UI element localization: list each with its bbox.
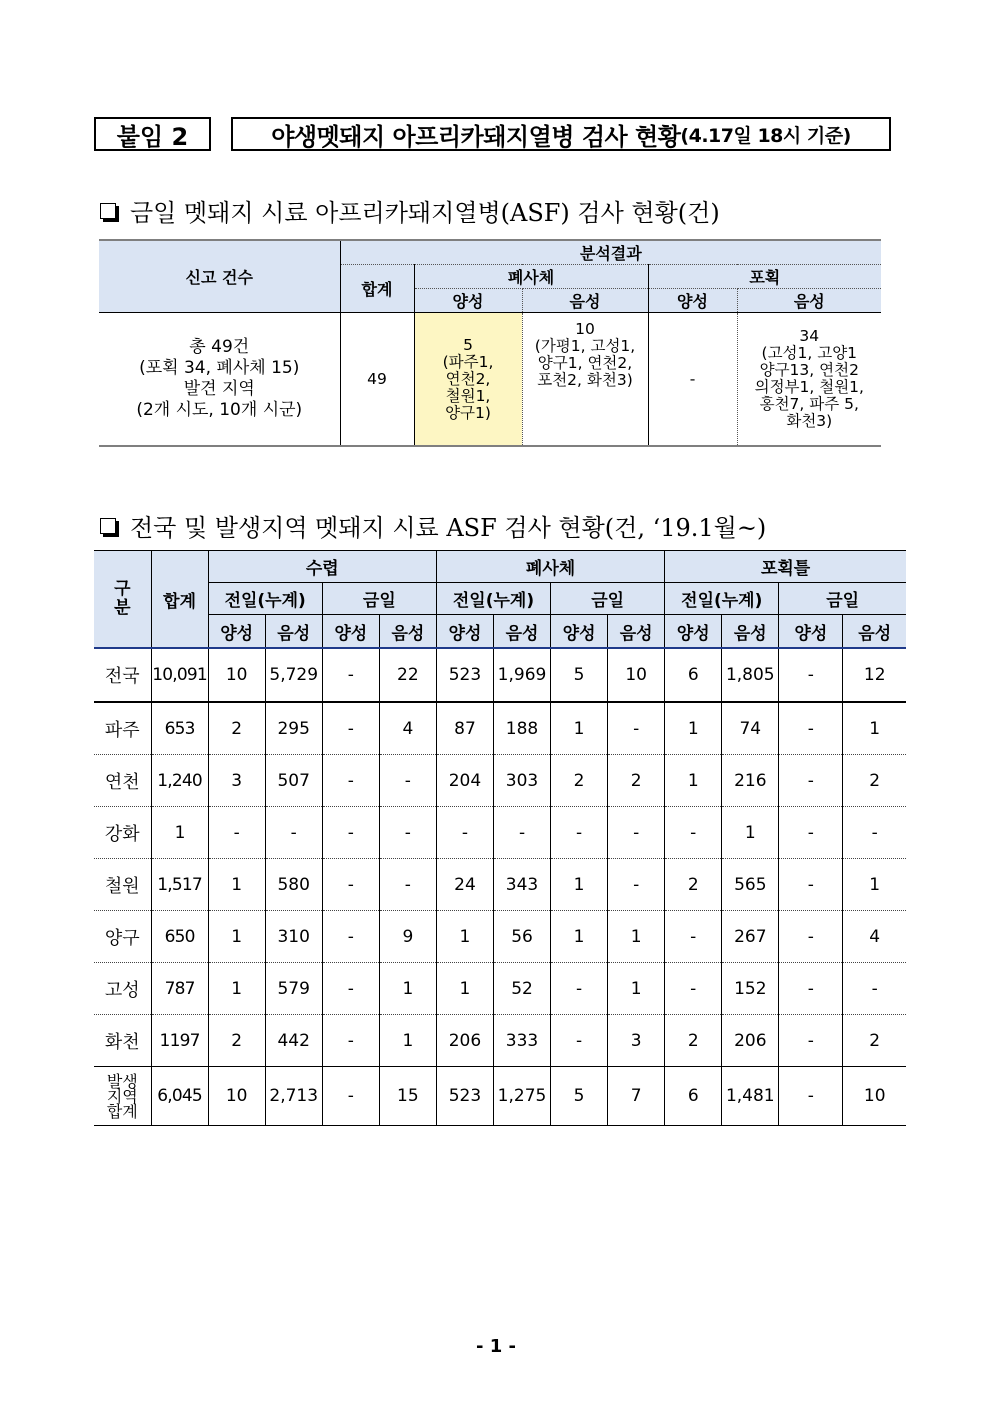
value-cell: 2 (665, 859, 722, 911)
cell-line: 홍천7, 파주 5, (759, 395, 859, 413)
header-carcass-today: 금일 (551, 583, 665, 615)
value-cell: 2,713 (265, 1067, 322, 1126)
value-cell: 5 (551, 648, 608, 702)
value-cell: - (551, 963, 608, 1015)
section2-heading: 전국 및 발생지역 멧돼지 시료 ASF 검사 현황(건, ‘19.1월~) (130, 514, 767, 542)
cell-line: 화천3) (786, 412, 833, 430)
value-cell: 1 (665, 755, 722, 807)
header-carcass-positive: 양성 (414, 289, 522, 313)
value-cell: 2 (608, 755, 665, 807)
value-cell: - (379, 859, 436, 911)
today-test-table (99, 239, 881, 447)
header-capture: 포획 (648, 265, 881, 289)
report-line: (포획 34, 폐사체 15) (139, 358, 300, 378)
value-cell: 1 (843, 859, 906, 911)
section1-heading-row (100, 193, 720, 228)
value-cell: 1 (436, 911, 493, 963)
table-row (94, 807, 906, 859)
header-negative: 음성 (722, 615, 779, 649)
header-positive: 양성 (779, 615, 843, 649)
cell-line: (고성1, 고양1 (761, 344, 858, 362)
header-carcass: 폐사체 (414, 265, 648, 289)
value-cell: - (322, 859, 379, 911)
value-cell: - (608, 807, 665, 859)
table-row (94, 1067, 906, 1126)
cell-line: 포천2, 화천3) (537, 371, 633, 389)
value-cell: - (665, 963, 722, 1015)
checkbox-icon (100, 203, 116, 219)
report-line: (2개 시도, 10개 시군) (136, 400, 303, 420)
header-positive: 양성 (322, 615, 379, 649)
value-cell: - (322, 1067, 379, 1126)
value-cell: 22 (379, 648, 436, 702)
header-report-count: 신고 건수 (99, 240, 340, 313)
value-cell: 216 (722, 755, 779, 807)
value-cell: 4 (379, 702, 436, 755)
value-cell: 1 (208, 911, 265, 963)
value-cell: 2 (551, 755, 608, 807)
cell-line: 10 (575, 320, 595, 338)
cell-line: 34 (799, 327, 820, 345)
region-cell: 강화 (94, 807, 151, 859)
value-cell: - (779, 911, 843, 963)
value-cell: - (322, 755, 379, 807)
value-cell: - (665, 807, 722, 859)
cell-line: (파주1, (442, 352, 494, 371)
value-cell: 2 (843, 755, 906, 807)
cell-line: (가평1, 고성1, (534, 337, 636, 355)
value-cell: 1 (665, 702, 722, 755)
value-cell: 579 (265, 963, 322, 1015)
value-cell: - (608, 859, 665, 911)
cell-line: 발생 (106, 1071, 138, 1091)
value-cell: 267 (722, 911, 779, 963)
cell-line: 철원1, (445, 386, 491, 405)
value-cell: 5 (551, 1067, 608, 1126)
value-cell: - (493, 807, 550, 859)
value-cell: 1 (551, 911, 608, 963)
header-capture-trap: 포획틀 (665, 551, 906, 583)
value-cell: 6 (665, 648, 722, 702)
header-hunting-today: 금일 (322, 583, 436, 615)
header-positive: 양성 (665, 615, 722, 649)
value-cell: - (843, 963, 906, 1015)
value-cell: 9 (379, 911, 436, 963)
value-cell: - (665, 911, 722, 963)
value-cell: - (322, 1015, 379, 1067)
cell-line: 5 (463, 335, 473, 354)
value-cell: 206 (436, 1015, 493, 1067)
value-cell: - (322, 807, 379, 859)
header-capture-negative: 음성 (737, 289, 881, 313)
value-cell: 4 (843, 911, 906, 963)
header-analysis-result: 분석결과 (340, 240, 881, 265)
total-value-cell: 650 (151, 911, 208, 963)
region-cell: 화천 (94, 1015, 151, 1067)
value-cell: 10 (208, 1067, 265, 1126)
header-total: 합계 (151, 551, 208, 649)
value-cell: - (779, 859, 843, 911)
value-cell: 6 (665, 1067, 722, 1126)
total-value-cell: 6,045 (151, 1067, 208, 1126)
value-cell: 3 (608, 1015, 665, 1067)
header-carcass: 폐사체 (436, 551, 664, 583)
value-cell: - (265, 807, 322, 859)
total-value-cell: 10,091 (151, 648, 208, 702)
value-cell: - (779, 1015, 843, 1067)
value-cell: 12 (843, 648, 906, 702)
value-cell: 1 (208, 859, 265, 911)
table-row (94, 859, 906, 911)
cell-line: 양구1) (445, 403, 491, 422)
cell-line: 양구1, 연천2, (537, 354, 633, 372)
value-cell: - (779, 755, 843, 807)
value-cell: 1,275 (493, 1067, 550, 1126)
table-row (94, 702, 906, 755)
header-carcass-prev: 전일(누계) (436, 583, 550, 615)
value-cell: 87 (436, 702, 493, 755)
value-cell: - (322, 963, 379, 1015)
header-positive: 양성 (551, 615, 608, 649)
value-cell: - (608, 702, 665, 755)
value-cell: 1,969 (493, 648, 550, 702)
cell-line: 구 (114, 579, 131, 599)
capture-negative-cell (737, 313, 881, 447)
header-trap-today: 금일 (779, 583, 906, 615)
value-cell: 343 (493, 859, 550, 911)
page-number: - 1 - (476, 1336, 516, 1357)
national-test-table (94, 550, 906, 1126)
value-cell: 3 (208, 755, 265, 807)
value-cell: 56 (493, 911, 550, 963)
value-cell: - (322, 911, 379, 963)
region-cell: 양구 (94, 911, 151, 963)
value-cell: 24 (436, 859, 493, 911)
checkbox-icon (100, 518, 116, 534)
value-cell: 580 (265, 859, 322, 911)
header-category (94, 551, 151, 649)
value-cell: 1 (551, 702, 608, 755)
total-value-cell: 1 (151, 807, 208, 859)
value-cell: 2 (208, 702, 265, 755)
value-cell: - (379, 755, 436, 807)
value-cell: - (322, 648, 379, 702)
report-line: 발견 지역 (183, 379, 255, 399)
cell-line: 합계 (106, 1101, 138, 1121)
header-trap-prev: 전일(누계) (665, 583, 779, 615)
national-test-table-body (94, 648, 906, 1126)
value-cell: - (436, 807, 493, 859)
total-value-cell: 787 (151, 963, 208, 1015)
header-positive: 양성 (208, 615, 265, 649)
header-negative: 음성 (843, 615, 906, 649)
region-cell: 파주 (94, 702, 151, 755)
total-value-cell: 1,517 (151, 859, 208, 911)
cell-line: 연천2, (445, 369, 491, 388)
cell-line: 분 (114, 598, 131, 618)
value-cell: - (551, 807, 608, 859)
report-summary-cell (99, 313, 340, 447)
value-cell: 442 (265, 1015, 322, 1067)
header-negative: 음성 (608, 615, 665, 649)
value-cell: - (379, 807, 436, 859)
value-cell: 15 (379, 1067, 436, 1126)
value-cell: 206 (722, 1015, 779, 1067)
capture-positive-cell: - (648, 313, 737, 447)
header-positive: 양성 (436, 615, 493, 649)
report-line: 총 49건 (189, 337, 250, 357)
value-cell: 188 (493, 702, 550, 755)
region-cell: 전국 (94, 648, 151, 702)
document-title-box (231, 117, 891, 151)
table-row (94, 1015, 906, 1067)
value-cell: 1 (608, 911, 665, 963)
value-cell: 1,481 (722, 1067, 779, 1126)
section2-heading-row (100, 508, 766, 543)
total-value-cell: 1,240 (151, 755, 208, 807)
value-cell: - (779, 807, 843, 859)
section1-heading: 금일 멧돼지 시료 아프리카돼지열병(ASF) 검사 현황(건) (130, 199, 720, 227)
table-row (94, 963, 906, 1015)
header-negative: 음성 (379, 615, 436, 649)
value-cell: - (322, 702, 379, 755)
value-cell: 1 (608, 963, 665, 1015)
value-cell: 7 (608, 1067, 665, 1126)
value-cell: 1 (551, 859, 608, 911)
region-cell (94, 1067, 151, 1126)
value-cell: 310 (265, 911, 322, 963)
total-value-cell: 1197 (151, 1015, 208, 1067)
value-cell: 523 (436, 648, 493, 702)
value-cell: 1,805 (722, 648, 779, 702)
value-cell: 333 (493, 1015, 550, 1067)
value-cell: 10 (208, 648, 265, 702)
header-negative: 음성 (265, 615, 322, 649)
value-cell: - (779, 648, 843, 702)
header-hunting-prev: 전일(누계) (208, 583, 322, 615)
value-cell: 2 (665, 1015, 722, 1067)
value-cell: 52 (493, 963, 550, 1015)
value-cell: 303 (493, 755, 550, 807)
value-cell: 10 (608, 648, 665, 702)
total-cell: 49 (340, 313, 414, 447)
value-cell: 2 (843, 1015, 906, 1067)
value-cell: 2 (208, 1015, 265, 1067)
value-cell: 565 (722, 859, 779, 911)
region-cell: 연천 (94, 755, 151, 807)
attachment-label-box (94, 117, 211, 151)
document-title: 야생멧돼지 아프리카돼지열병 검사 현황 (271, 122, 681, 151)
value-cell: 1 (722, 807, 779, 859)
value-cell: 204 (436, 755, 493, 807)
value-cell: 507 (265, 755, 322, 807)
value-cell: 523 (436, 1067, 493, 1126)
carcass-positive-cell (414, 313, 522, 447)
header-total: 합계 (340, 265, 414, 313)
attachment-label: 붙임 2 (116, 122, 189, 151)
value-cell: 1 (208, 963, 265, 1015)
value-cell: 5,729 (265, 648, 322, 702)
value-cell: 74 (722, 702, 779, 755)
value-cell: 10 (843, 1067, 906, 1126)
value-cell: 295 (265, 702, 322, 755)
value-cell: 1 (379, 963, 436, 1015)
cell-line: 의정부1, 철원1, (754, 378, 864, 396)
header-carcass-negative: 음성 (522, 289, 648, 313)
value-cell: - (779, 963, 843, 1015)
value-cell: - (208, 807, 265, 859)
value-cell: 1 (843, 702, 906, 755)
value-cell: - (779, 702, 843, 755)
header-capture-positive: 양성 (648, 289, 737, 313)
table-row (94, 911, 906, 963)
value-cell: - (779, 1067, 843, 1126)
positive-negative-header-row (94, 615, 906, 649)
carcass-negative-cell (522, 313, 648, 447)
total-value-cell: 653 (151, 702, 208, 755)
region-cell: 고성 (94, 963, 151, 1015)
value-cell: 1 (379, 1015, 436, 1067)
header-negative: 음성 (493, 615, 550, 649)
value-cell: - (843, 807, 906, 859)
table-row (94, 648, 906, 702)
cell-line: 지역 (106, 1086, 138, 1106)
value-cell: 152 (722, 963, 779, 1015)
value-cell: 1 (436, 963, 493, 1015)
document-title-suffix: (4.17일 18시 기준) (680, 124, 851, 147)
value-cell: - (551, 1015, 608, 1067)
table-row (94, 755, 906, 807)
header-hunting: 수렵 (208, 551, 436, 583)
region-cell: 철원 (94, 859, 151, 911)
cell-line: 양구13, 연천2 (759, 361, 859, 379)
